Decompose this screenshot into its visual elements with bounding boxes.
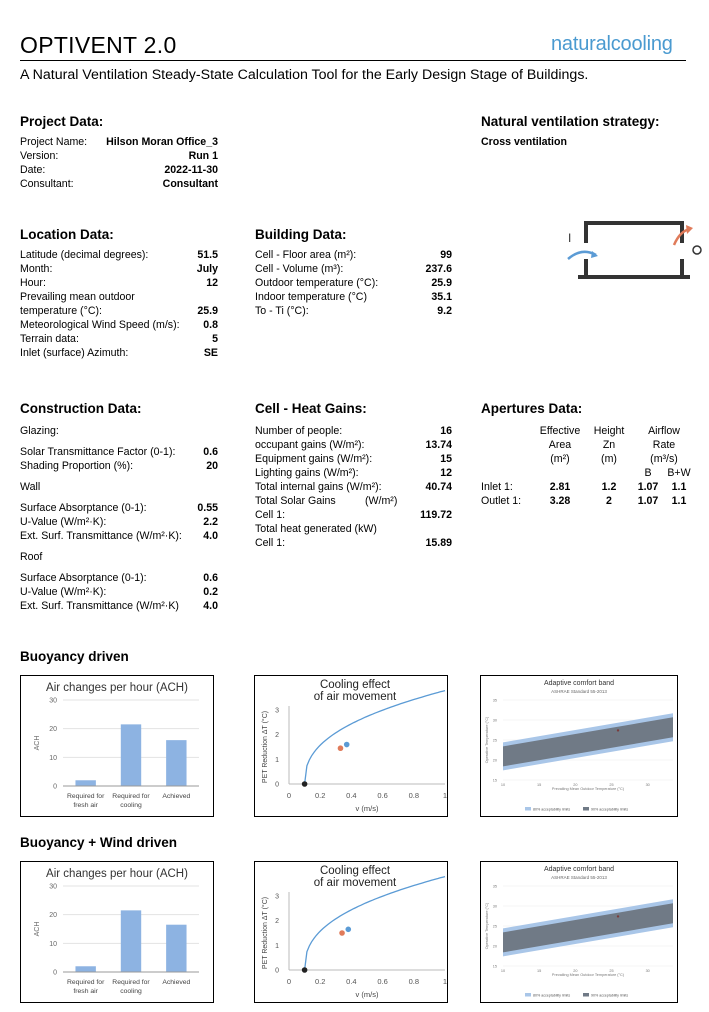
area-header-line2: Area: [548, 439, 572, 451]
azimuth-value: SE: [203, 347, 218, 359]
inlet-mark: I: [568, 231, 572, 245]
total-solar-label: Total Solar Gains: [255, 495, 336, 507]
legend-label-90: 90% acceptability limits: [591, 993, 629, 998]
inlet-height: 1.2: [601, 481, 617, 493]
cooling-curve: [305, 877, 445, 970]
y-tick-label: 0: [53, 783, 57, 791]
inlet-bw: 1.1: [671, 481, 687, 493]
comfort-chart-wind-svg: [481, 862, 677, 1002]
ach-chart-buoyancy: [20, 675, 214, 817]
roof-transmittance-value: 4.0: [203, 600, 218, 612]
x-tick-label: 10: [500, 969, 506, 973]
indoor-temp-label: Indoor temperature (°C): [255, 291, 367, 303]
outlet-arrowhead: [686, 225, 693, 234]
x-tick-label: 15: [537, 783, 542, 787]
building-floor: [578, 259, 690, 277]
prevailing-mean-label: Prevailing mean outdoor: [20, 291, 135, 303]
inlet-arrowhead: [591, 251, 598, 258]
y-tick-label: 3: [275, 893, 279, 901]
page-subtitle: A Natural Ventilation Steady-State Calculation Tool for the Early Design Stage of Buildings.: [20, 67, 589, 83]
x-tick-label: 30: [645, 969, 650, 973]
bar: [75, 966, 95, 972]
x-tick-label: 0.6: [377, 791, 388, 800]
outdoor-temp-value: 25.9: [197, 305, 218, 317]
building-roof: [586, 223, 682, 243]
temp-diff-value: 9.2: [437, 305, 452, 317]
legend-swatch-90: [583, 993, 589, 997]
strategy-heading: Natural ventilation strategy:: [481, 114, 660, 129]
x-tick-label: 20: [573, 783, 578, 787]
legend-swatch-90: [583, 807, 589, 811]
x-axis-label: v (m/s): [355, 804, 379, 813]
y-axis-label: PET Reduction ΔT (°C): [262, 896, 269, 970]
total-internal-label: Total internal gains (W/m²):: [255, 481, 382, 493]
legend-swatch-80: [525, 993, 531, 997]
area-col-header: [531, 424, 589, 466]
y-tick-label: 2: [275, 918, 279, 926]
x-tick-label: 0.6: [377, 977, 388, 986]
legend-label-80: 80% acceptability limits: [533, 993, 571, 998]
y-tick-label: 1: [275, 756, 279, 764]
inlet-area: 2.81: [549, 481, 571, 493]
floor-area-value: 99: [440, 249, 452, 261]
y-tick-label: 3: [275, 707, 279, 715]
cross-ventilation-diagram: [560, 215, 709, 285]
project-data-heading: Project Data:: [20, 114, 104, 129]
outdoor-temp-label: temperature (°C):: [20, 305, 102, 317]
lighting-gains-value: 12: [440, 467, 452, 479]
consultant-value: Consultant: [162, 178, 218, 190]
outlet-marker: [693, 246, 701, 254]
wind-speed-value: 0.8: [203, 319, 218, 331]
x-tick-label: Required for: [112, 979, 150, 986]
date-value: 2022-11-30: [164, 164, 218, 176]
equipment-gains-value: 15: [440, 453, 452, 465]
y-tick-label: 30: [492, 904, 497, 909]
data-point: [302, 967, 308, 973]
location-data-heading: Location Data:: [20, 227, 114, 242]
cooling-chart-buoyancy: [254, 675, 448, 817]
project-name-value: Hilson Moran Office_3: [106, 136, 218, 148]
x-tick-label: 10: [500, 783, 506, 787]
solar-transmittance-value: 0.6: [203, 446, 218, 458]
roof-transmittance-label: Ext. Surf. Transmittance (W/m²·K): [20, 600, 179, 612]
lighting-gains-label: Lighting gains (W/m²):: [255, 467, 359, 479]
wall-uvalue-label: U-Value (W/m²·K):: [20, 516, 107, 528]
area-header-line3: (m²): [550, 453, 570, 465]
airflow-header-line3: (m³/s): [650, 453, 678, 465]
y-tick-label: 25: [492, 924, 497, 929]
total-solar-unit: (W/m²): [365, 495, 398, 507]
x-tick-label: Required for: [112, 793, 150, 800]
occupant-gains-label: occupant gains (W/m²):: [255, 439, 365, 451]
y-tick-label: 15: [492, 778, 497, 783]
x-tick-label: Achieved: [162, 793, 191, 800]
chart-title: Adaptive comfort band: [543, 680, 615, 687]
volume-label: Cell - Volume (m³):: [255, 263, 344, 275]
x-tick-label: 0: [286, 791, 292, 800]
y-tick-label: 20: [49, 726, 57, 734]
y-tick-label: 30: [49, 697, 57, 705]
glazing-label: Glazing:: [20, 425, 59, 437]
x-tick-label: cooling: [120, 988, 142, 995]
strategy-value: Cross ventilation: [481, 136, 567, 148]
temp-diff-label: To - Ti (°C):: [255, 305, 309, 317]
chart-title: of air movement: [313, 691, 397, 703]
chart-title: of air movement: [313, 877, 397, 889]
height-header-line2: Zn: [602, 439, 616, 451]
people-value: 16: [440, 425, 452, 437]
outlet-b: 1.07: [637, 495, 659, 507]
x-tick-label: 25: [609, 969, 614, 973]
y-axis-label: Operative Temperature (°C): [485, 902, 489, 950]
x-tick-label: Required for: [66, 793, 105, 800]
ach-chart-buoyancy-svg: [21, 676, 213, 816]
natural-cooling-logo: naturalcooling: [551, 33, 673, 55]
solar-cell-value: 119.72: [420, 509, 452, 521]
occupant-gains-value: 13.74: [425, 439, 452, 451]
x-tick-label: 0.4: [346, 791, 357, 800]
chart-title: Air changes per hour (ACH): [46, 682, 188, 694]
building-outdoor-temp-value: 25.9: [431, 277, 452, 289]
heat-cell-label: Cell 1:: [255, 537, 286, 549]
ach-chart-wind-svg: [21, 862, 213, 1002]
page-title: OPTIVENT 2.0: [20, 32, 177, 58]
outlet-height: 2: [606, 495, 612, 507]
data-point: [344, 742, 350, 748]
x-tick-label: cooling: [120, 802, 142, 809]
inlet-label: Inlet 1:: [481, 481, 513, 493]
chart-title: Cooling effect: [319, 865, 391, 877]
wall-transmittance-label: Ext. Surf. Transmittance (W/m²·K):: [20, 530, 182, 542]
terrain-value: 5: [212, 333, 218, 345]
comfort-chart-buoyancy: [480, 675, 678, 817]
legend-label-80: 80% acceptability limits: [533, 807, 571, 812]
y-tick-label: 25: [492, 738, 497, 743]
y-axis-label: ACH: [34, 735, 41, 751]
people-label: Number of people:: [255, 425, 343, 437]
y-tick-label: 35: [492, 884, 497, 889]
airflow-header-line2: Rate: [652, 439, 676, 451]
legend-swatch-80: [525, 807, 531, 811]
chart-title: Adaptive comfort band: [543, 866, 615, 873]
data-point: [302, 781, 308, 787]
comfort-chart-wind: [480, 861, 678, 1003]
x-tick-label: 1: [442, 977, 447, 986]
bar: [121, 724, 141, 786]
roof-absorptance-value: 0.6: [203, 572, 218, 584]
x-tick-label: 30: [645, 783, 650, 787]
wall-label: Wall: [20, 481, 41, 493]
x-tick-label: 1: [442, 791, 447, 800]
airflow-header-line1: Airflow: [648, 425, 680, 437]
data-point: [345, 927, 351, 933]
buoyancy-heading: Buoyancy driven: [20, 649, 129, 664]
cooling-curve: [305, 691, 445, 784]
chart-subtitle: ASHRAE Standard 55-2013: [551, 875, 607, 880]
solar-transmittance-label: Solar Transmittance Factor (0-1):: [20, 446, 176, 458]
x-tick-label: 25: [609, 783, 614, 787]
roof-label: Roof: [20, 551, 43, 563]
heat-cell-value: 15.89: [425, 537, 452, 549]
y-tick-label: 20: [492, 944, 497, 949]
x-tick-label: fresh air: [73, 988, 98, 995]
y-tick-label: 30: [492, 718, 497, 723]
height-header-line1: Height: [593, 425, 625, 437]
azimuth-label: Inlet (surface) Azimuth:: [20, 347, 129, 359]
month-value: July: [196, 263, 218, 275]
bar: [166, 740, 186, 786]
outlet-label: Outlet 1:: [481, 495, 522, 507]
consultant-label: Consultant:: [20, 178, 74, 190]
airflow-col-header: [633, 424, 695, 466]
legend-label-90: 90% acceptability limits: [591, 807, 629, 812]
y-axis-label: ACH: [34, 921, 41, 937]
area-header-line1: Effective: [539, 425, 581, 437]
latitude-label: Latitude (decimal degrees):: [20, 249, 149, 261]
wall-uvalue-value: 2.2: [203, 516, 218, 528]
data-point: [338, 745, 344, 751]
y-tick-label: 1: [275, 942, 279, 950]
y-tick-label: 2: [275, 732, 279, 740]
x-tick-label: fresh air: [73, 802, 98, 809]
x-tick-label: Achieved: [162, 979, 191, 986]
buoyancy-wind-heading: Buoyancy + Wind driven: [20, 835, 178, 850]
building-outdoor-temp-label: Outdoor temperature (°C):: [255, 277, 379, 289]
floor-area-label: Cell - Floor area (m²):: [255, 249, 357, 261]
y-tick-label: 20: [49, 912, 57, 920]
terrain-label: Terrain data:: [20, 333, 79, 345]
total-internal-value: 40.74: [425, 481, 452, 493]
apertures-heading: Apertures Data:: [481, 401, 583, 416]
building-data-heading: Building Data:: [255, 227, 347, 242]
chart-title: Cooling effect: [319, 679, 391, 691]
indoor-temp-value: 35.1: [431, 291, 452, 303]
bar: [166, 925, 186, 972]
y-tick-label: 0: [275, 967, 279, 975]
airflow-bw-header: B+W: [667, 467, 691, 479]
x-tick-label: 0: [286, 977, 292, 986]
outlet-area: 3.28: [549, 495, 571, 507]
cooling-chart-wind: [254, 861, 448, 1003]
cooling-chart-buoyancy-svg: [255, 676, 447, 816]
equipment-gains-label: Equipment gains (W/m²):: [255, 453, 373, 465]
shading-label: Shading Proportion (%):: [20, 460, 134, 472]
x-tick-label: 0.2: [314, 977, 326, 986]
y-tick-label: 15: [492, 964, 497, 969]
construction-data-heading: Construction Data:: [20, 401, 142, 416]
wall-transmittance-value: 4.0: [203, 530, 218, 542]
outlet-bw: 1.1: [671, 495, 687, 507]
height-header-line3: (m): [601, 453, 617, 465]
wall-absorptance-label: Surface Absorptance (0-1):: [20, 502, 147, 514]
y-tick-label: 0: [275, 781, 279, 789]
y-axis-label: Operative Temperature (°C): [485, 716, 489, 764]
x-tick-label: Required for: [66, 979, 105, 986]
airflow-b-header: B: [644, 467, 652, 479]
version-label: Version:: [20, 150, 59, 162]
x-axis-label: v (m/s): [355, 990, 379, 999]
x-axis-label: Prevailing Mean Outdoor Temperature (°C): [551, 787, 625, 791]
y-tick-label: 30: [49, 883, 57, 891]
x-axis-label: Prevailing Mean Outdoor Temperature (°C): [551, 973, 625, 977]
x-tick-label: 15: [537, 969, 542, 973]
roof-absorptance-label: Surface Absorptance (0-1):: [20, 572, 147, 584]
project-name-label: Project Name:: [20, 136, 88, 148]
roof-uvalue-label: U-Value (W/m²·K):: [20, 586, 107, 598]
hour-label: Hour:: [20, 277, 46, 289]
hour-value: 12: [206, 277, 218, 289]
heat-gains-heading: Cell - Heat Gains:: [255, 401, 367, 416]
inlet-b: 1.07: [637, 481, 659, 493]
shading-value: 20: [206, 460, 218, 472]
height-col-header: [589, 424, 629, 466]
y-axis-label: PET Reduction ΔT (°C): [262, 710, 269, 784]
wall-absorptance-value: 0.55: [197, 502, 218, 514]
data-point: [339, 930, 345, 936]
header-divider: [20, 60, 686, 61]
x-tick-label: 20: [573, 969, 578, 973]
version-value: Run 1: [188, 150, 218, 162]
month-label: Month:: [20, 263, 53, 275]
ach-chart-wind: [20, 861, 214, 1003]
wind-speed-label: Meteorological Wind Speed (m/s):: [20, 319, 180, 331]
date-label: Date:: [20, 164, 46, 176]
x-tick-label: 0.2: [314, 791, 326, 800]
volume-value: 237.6: [425, 263, 452, 275]
x-tick-label: 0.8: [408, 791, 420, 800]
y-tick-label: 10: [49, 754, 57, 762]
chart-subtitle: ASHRAE Standard 55-2013: [551, 689, 607, 694]
y-tick-label: 35: [492, 698, 497, 703]
y-tick-label: 0: [53, 969, 57, 977]
y-tick-label: 10: [49, 940, 57, 948]
cooling-chart-wind-svg: [255, 862, 447, 1002]
solar-cell-label: Cell 1:: [255, 509, 286, 521]
x-tick-label: 0.4: [346, 977, 357, 986]
comfort-chart-buoyancy-svg: [481, 676, 677, 816]
total-heat-label: Total heat generated (kW): [255, 523, 377, 535]
x-tick-label: 0.8: [408, 977, 420, 986]
y-tick-label: 20: [492, 758, 497, 763]
data-point: [617, 915, 619, 917]
data-point: [617, 729, 619, 731]
chart-title: Air changes per hour (ACH): [46, 868, 188, 880]
latitude-value: 51.5: [197, 249, 218, 261]
bar: [75, 780, 95, 786]
bar: [121, 910, 141, 972]
roof-uvalue-value: 0.2: [203, 586, 218, 598]
